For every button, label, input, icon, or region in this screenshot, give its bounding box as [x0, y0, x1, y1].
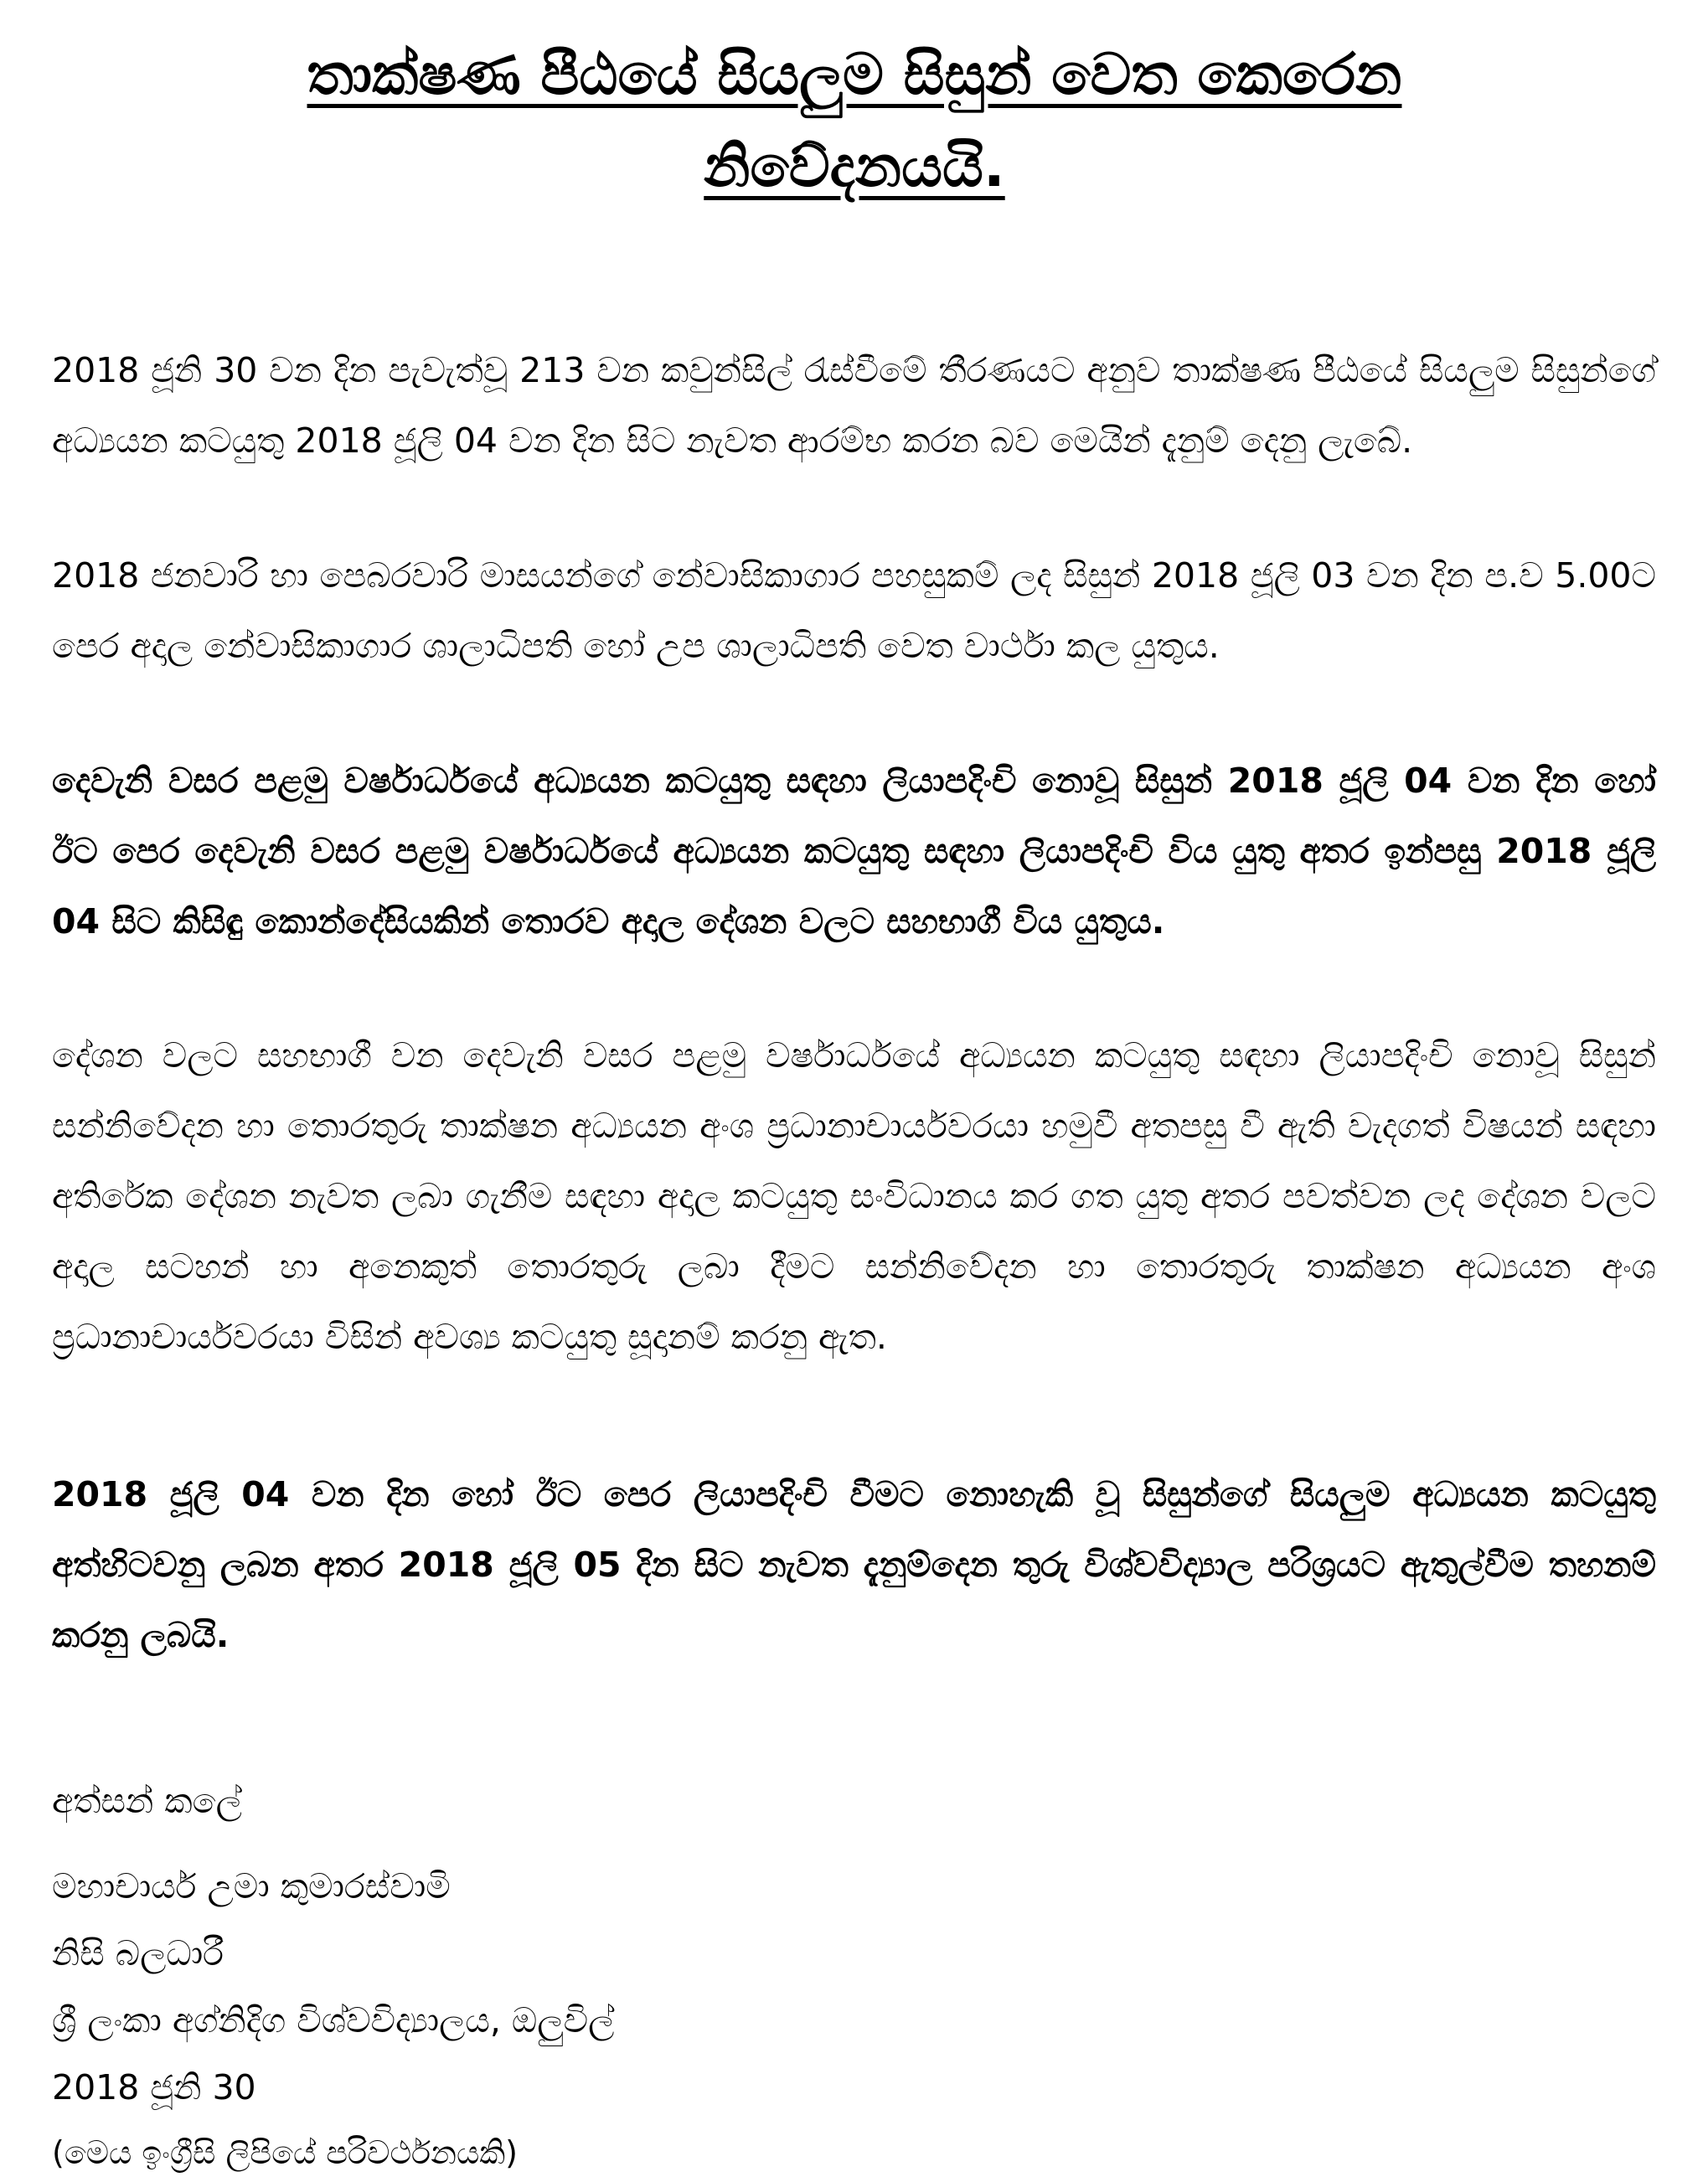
paragraph-registration: දෙවැනි වසර පළමු වර්ෂාර්ධයේ අධ්‍යයන කටයුතු සඳහා ලියාපදිංචි නොවූ සිසුන් 2018 ජූලි 04 වන දින හෝ ඊට පෙර දෙවැනි වසර පළමු වර්ෂාර්ධයේ අධ්‍යයන කටයුතු සඳහා ලියාපදිංචි විය යුතු අතර ඉන්පසු 2018 ජූලි 04 සිට කිසිඳු කොන්දේසියකින් තොරව අදාල දේශන වලට සහභාගී විය යුතුය.	[52, 761, 1656, 941]
signature-date: 2018 ජූනි 30	[52, 2067, 256, 2107]
paragraph-reopening: 2018 ජූනි 30 වන දින පැවැත්වූ 213 වන කවුන්සිල් රැස්වීමේ තීරණයට අනුව තාක්ෂණ පීඨයේ සියලුම සිසුන්ගේ අධ්‍යයන කටයුතු 2018 ජූලි 04 වන දින සිට නැවත ආරම්භ කරන බව මෙයින් දැනුම් දෙනු ලැබේ.	[52, 350, 1656, 461]
signatory-institution: ශ්‍රී ලංකා අග්නිදිග විශ්වවිද්‍යාලය, ඔලුවිල්	[52, 2000, 615, 2040]
notice-title-line-2: නිවේදනයයි.	[704, 134, 1005, 200]
paragraph-lectures: දේශන වලට සහභාගී වන දෙවැනි වසර පළමු වර්ෂාර්ධයේ අධ්‍යයන කටයුතු සඳහා ලියාපදිංචි නොවූ සිසුන් සන්නිවේදන හා තොරතුරු තාක්ෂන අධ්‍යයන අංශ ප්‍රධානාචාර්යවරයා හමුවී අතපසු වී ඇති වැදගත් විෂයන් සඳහා අතිරේක දේශන නැවත ලබා ගැනීම සඳහා අදාල කටයුතු සංවිධානය කර ගත යුතු අතර පවත්වන ලද දේශන වලට අදාල සටහන් හා අනෙකුත් තොරතුරු ලබා දීමට සන්නිවේදන හා තොරතුරු තාක්ෂන අධ්‍යයන අංශ ප්‍රධානාචාර්යවරයා විසින් අවශ්‍ය කටයුතු සූදානම් කරනු ඇත.	[52, 1035, 1656, 1357]
signatory-position: නිසි බලධාරී	[52, 1933, 224, 1973]
paragraph-suspension: 2018 ජූලි 04 වන දින හෝ ඊට පෙර ලියාපදිංචි වීමට නොහැකි වූ සිසුන්ගේ සියලුම අධ්‍යයන කටයුතු අත්හිටවනු ලබන අතර 2018 ජූලි 05 දින සිට නැවත දැනුම්දෙන තුරු විශ්වවිද්‍යාල පරිශ්‍රයට ඇතුල්වීම තහනම් කරනු ලබයි.	[52, 1474, 1656, 1655]
translation-footnote: (මෙය ඉංග්‍රීසි ලිපියේ පරිවර්ථනයකි)	[52, 2134, 518, 2171]
signatory-name: මහාචාර්ය උමා කුමාරස්වාමි	[52, 1866, 451, 1906]
paragraph-hostel: 2018 ජනවාරි හා පෙබරවාරි මාසයන්ගේ නේවාසිකාගාර පහසුකම් ලද සිසුන් 2018 ජූලි 03 වන දින ප.ව 5.00ට පෙර අදාල නේවාසිකාගාර ශාලාධිපති හෝ උප ශාලාධිපති වෙත වාර්ථා කල යුතුය.	[52, 555, 1656, 666]
notice-title-line-1: තාක්ෂණ පීඨයේ සියලුම සිසුන් වෙත කෙරෙන	[307, 42, 1402, 108]
signed-by-label: අත්සන් කලේ	[52, 1781, 242, 1821]
